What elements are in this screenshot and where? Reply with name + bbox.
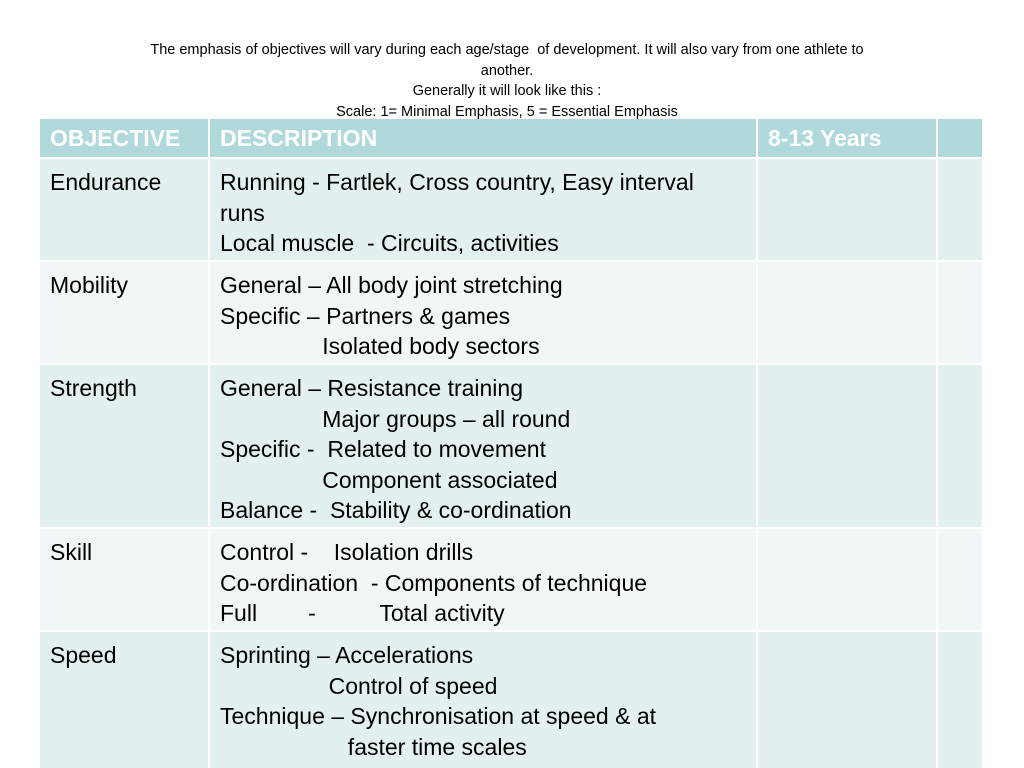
description-line: faster time scales (220, 733, 527, 760)
header-line: Generally it will look like this : (412, 83, 602, 99)
slide-header (60, 40, 954, 122)
objective-cell-mobility (40, 262, 210, 365)
description-cell-strength (210, 365, 758, 529)
description-line: Sprinting – Accelerations (220, 642, 474, 668)
column-header-objective: OBJECTIVE (40, 119, 210, 159)
description-line: Component associated (220, 466, 558, 493)
column-header-description: DESCRIPTION (210, 119, 758, 159)
description-line: Local muscle - Circuits, activities (220, 230, 559, 257)
description-cell-endurance (210, 159, 758, 262)
header-line: another. (480, 62, 534, 79)
objectives-table (40, 119, 984, 768)
objective-label: Strength (50, 375, 137, 401)
column-header-extra (938, 119, 984, 159)
objective-cell-endurance (40, 159, 210, 262)
description-line: Technique – Synchronisation at speed & at (220, 703, 657, 730)
description-line: Major groups – all round (220, 405, 571, 432)
emphasis-cell-strength (758, 365, 938, 529)
objective-label: Endurance (50, 169, 162, 195)
description-line: Specific - Related to movement (220, 436, 546, 463)
extra-cell-mobility (938, 262, 984, 365)
header-line: The emphasis of objectives will vary during each age/stage of development. It will also vary from one athlete to (150, 42, 864, 58)
description-cell-skill (210, 529, 758, 632)
emphasis-cell-speed (758, 632, 938, 768)
objective-cell-speed (40, 632, 210, 768)
description-line: Running - Fartlek, Cross country, Easy interval (220, 169, 694, 195)
description-line: Co-ordination - Components of technique (220, 569, 648, 596)
column-header-age-8-13: 8-13 Years (758, 119, 938, 159)
extra-cell-strength (938, 365, 984, 529)
description-line: Specific – Partners & games (220, 302, 511, 329)
description-cell-speed (210, 632, 758, 768)
description-line: runs (220, 199, 265, 226)
description-line: Isolated body sectors (220, 333, 540, 360)
emphasis-cell-skill (758, 529, 938, 632)
description-line: Full - Total activity (220, 600, 505, 627)
description-line: General – Resistance training (220, 375, 523, 401)
extra-cell-speed (938, 632, 984, 768)
extra-cell-endurance (938, 159, 984, 262)
description-line: General – All body joint stretching (220, 272, 563, 298)
objective-label: Skill (50, 539, 93, 565)
description-line: Balance - Stability & co-ordination (220, 497, 572, 524)
objective-cell-strength (40, 365, 210, 529)
emphasis-cell-mobility (758, 262, 938, 365)
objective-cell-skill (40, 529, 210, 632)
description-line: Control - Isolation drills (220, 539, 474, 565)
extra-cell-skill (938, 529, 984, 632)
objective-label: Speed (50, 642, 117, 668)
objective-label: Mobility (50, 272, 128, 298)
description-cell-mobility (210, 262, 758, 365)
header-line: Scale: 1= Minimal Emphasis, 5 = Essential Emphasis (336, 103, 678, 120)
description-line: Control of speed (220, 672, 498, 699)
emphasis-cell-endurance (758, 159, 938, 262)
